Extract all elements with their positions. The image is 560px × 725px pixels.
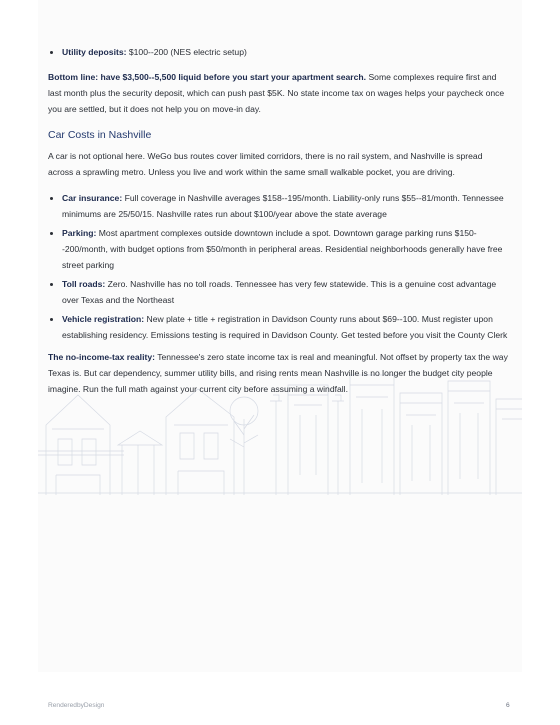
section-heading: Car Costs in Nashville [48,129,152,141]
item-text: Zero. Nashville has no toll roads. Tennessee has very few statewide. This is a genuine cost advantage over Texas and the Northeast [62,279,497,305]
item-label: Vehicle registration: [62,314,145,324]
page-number: 6 [506,702,510,709]
footer-brand: RenderedbyDesign [48,702,105,709]
list-item [62,276,510,308]
bottom-line-paragraph [48,69,510,117]
item-label: Car insurance: [62,193,123,203]
list-item [62,311,510,343]
item-text: New plate + title + registration in Davidson County runs about $69--100. Must register upon establishing residency. Emissions testing is required in Davidson County. Get tested before you visit the County Clerk [62,314,508,340]
item-text: Full coverage in Nashville averages $158--195/month. Liability-only runs $55--81/month. Tennessee minimums are 25/50/15. Nashville rates run about $100/year above the state average [62,193,504,219]
bottom-line-text: Some complexes require first and last month plus the security deposit, which can push past $5K. No state income tax on wages helps your paycheck once you are settled, but it does not help you on move-in day. [48,72,505,114]
item-label: Utility deposits: [62,47,127,57]
section-intro: A car is not optional here. WeGo bus routes cover limited corridors, there is no rail system, and Nashville is spread across a sprawling metro. Unless you live and work within the same small walkable pocket, you are driving. [48,151,483,177]
list-item [62,190,510,222]
summary-lead: The no-income-tax reality: [48,352,155,362]
car-cost-list [48,190,510,343]
summary-text: Tennessee's zero state income tax is real and meaningful. Not offset by property tax the way Texas is. But car dependency, summer utility bills, and rising rents mean Nashville is no longer the budget city people imagine. Run the full math against your current city before assuming a windfall. [48,352,508,394]
bottom-line-lead: Bottom line: have $3,500--5,500 liquid before you start your apartment search. [48,72,367,82]
list-item [62,44,510,60]
summary-paragraph [48,349,510,397]
item-label: Toll roads: [62,279,106,289]
item-label: Parking: [62,228,97,238]
list-item [62,225,510,273]
item-text: Most apartment complexes outside downtown include a spot. Downtown garage parking runs $150--200/month, with budget options from $50/month in peripheral areas. Residential neighborhoods generally have free street parking [62,228,503,270]
document-body [48,44,510,407]
budget-list [48,44,510,60]
item-text: $100--200 (NES electric setup) [126,47,247,57]
